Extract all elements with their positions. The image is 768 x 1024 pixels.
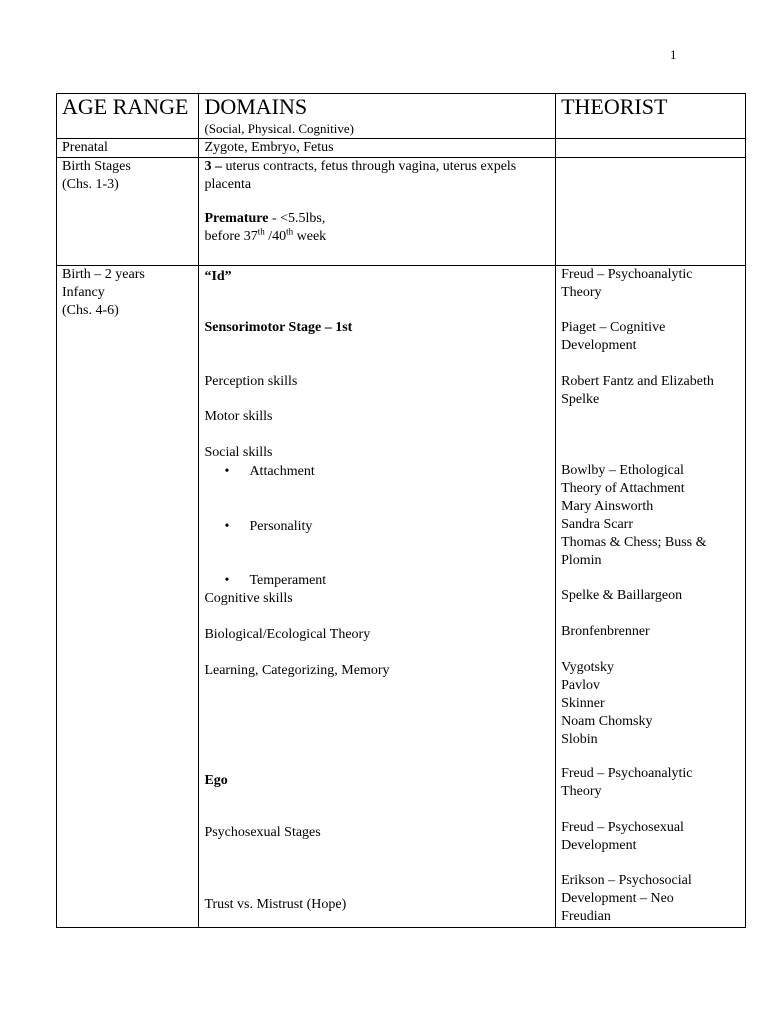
theorist-fantz-spelke xyxy=(561,373,747,409)
theorist-line: Slobin xyxy=(561,732,598,747)
infancy-domains-cell xyxy=(199,266,556,928)
theorist-line: Spelke xyxy=(561,392,600,407)
birth-stages-age-line1: Birth Stages xyxy=(62,159,131,174)
prenatal-domains: Zygote, Embryo, Fetus xyxy=(204,140,334,155)
theorist-line: Development xyxy=(561,838,637,853)
theorist-freud-psychoanalytic xyxy=(561,266,747,302)
header-theorist-cell xyxy=(556,94,746,139)
theorist-erikson xyxy=(561,872,747,926)
theorist-line: Thomas & Chess; Buss & xyxy=(561,535,707,550)
domain-id: “Id” xyxy=(204,269,232,284)
header-domains: DOMAINS xyxy=(204,94,308,119)
gestation-line xyxy=(204,228,549,246)
birth-stages-theorist-cell xyxy=(556,158,746,266)
premature-line xyxy=(204,210,549,228)
theorist-line: Mary Ainsworth xyxy=(561,499,654,514)
birth-stages-description xyxy=(204,158,549,194)
domain-bio-eco: Biological/Ecological Theory xyxy=(204,627,371,642)
prenatal-age-cell xyxy=(57,139,199,158)
theorist-line: Skinner xyxy=(561,696,605,711)
theorist-line: Freud – Psychosexual xyxy=(561,820,684,835)
theorist-freud-psychoanalytic-ego xyxy=(561,765,747,801)
theorist-line: Development xyxy=(561,338,637,353)
theorist-line: Sandra Scarr xyxy=(561,517,633,532)
development-table xyxy=(56,93,746,928)
birth-stages-domains-cell xyxy=(199,158,556,266)
domain-personality: • Personality xyxy=(204,518,549,536)
stages-text: uterus contracts, fetus through vagina, uterus expels placenta xyxy=(204,159,517,192)
gestation-sup-2: th xyxy=(286,226,294,237)
infancy-age-line1: Birth – 2 years xyxy=(62,267,145,282)
theorist-piaget xyxy=(561,319,747,355)
gestation-prefix: before 37 xyxy=(204,229,258,244)
theorist-line: Bowlby – Ethological xyxy=(561,463,684,478)
domain-learning: Learning, Categorizing, Memory xyxy=(204,663,390,678)
prenatal-domains-cell xyxy=(199,139,556,158)
premature-text: - <5.5lbs, xyxy=(268,211,326,226)
domain-psychosexual: Psychosexual Stages xyxy=(204,825,321,840)
infancy-age-line3: (Chs. 4-6) xyxy=(62,303,119,318)
gestation-sup-1: th xyxy=(257,226,265,237)
birth-stages-age-line2: (Chs. 1-3) xyxy=(62,177,119,192)
domain-social: Social skills xyxy=(204,445,273,460)
birth-stages-age-cell xyxy=(57,158,199,266)
domain-ego: Ego xyxy=(204,773,228,788)
theorist-line: Theory xyxy=(561,285,602,300)
theorist-line: Erikson – Psychosocial xyxy=(561,873,692,888)
page-number: 1 xyxy=(670,47,677,62)
theorist-line: Plomin xyxy=(561,553,602,568)
theorist-line: Development – Neo xyxy=(561,891,674,906)
theorist-freud-psychosexual xyxy=(561,819,747,855)
theorist-line: Freud – Psychoanalytic xyxy=(561,766,693,781)
theorist-line: Vygotsky xyxy=(561,660,614,675)
domain-perception: Perception skills xyxy=(204,374,298,389)
theorist-line: Pavlov xyxy=(561,678,600,693)
theorist-line: Theory xyxy=(561,784,602,799)
theorist-line: Theory of Attachment xyxy=(561,481,685,496)
header-age-range-cell xyxy=(57,94,199,139)
theorist-learning-group xyxy=(561,659,747,749)
theorist-spelke-baillargeon: Spelke & Baillargeon xyxy=(561,588,683,603)
prenatal-row xyxy=(57,139,746,158)
header-row xyxy=(57,94,746,139)
stages-number: 3 – xyxy=(204,159,222,174)
premature-label: Premature xyxy=(204,211,269,226)
domain-sensorimotor: Sensorimotor Stage – 1st xyxy=(204,320,353,335)
prenatal-age: Prenatal xyxy=(62,140,108,155)
theorist-line: Freud – Psychoanalytic xyxy=(561,267,693,282)
infancy-age-cell xyxy=(57,266,199,928)
header-theorist: THEORIST xyxy=(561,94,668,119)
theorist-line: Robert Fantz and Elizabeth xyxy=(561,374,714,389)
infancy-age-line2: Infancy xyxy=(62,285,105,300)
gestation-suffix: week xyxy=(293,229,327,244)
domain-attachment: • Attachment xyxy=(204,463,549,481)
domain-temperament: • Temperament xyxy=(204,572,549,590)
domain-cognitive: Cognitive skills xyxy=(204,591,293,606)
gestation-mid: /40 xyxy=(264,229,287,244)
header-age-range: AGE RANGE xyxy=(62,94,189,119)
infancy-row xyxy=(57,266,746,928)
domain-trust: Trust vs. Mistrust (Hope) xyxy=(204,897,347,912)
theorist-attachment-group xyxy=(561,462,747,570)
theorist-bronfenbrenner: Bronfenbrenner xyxy=(561,624,650,639)
header-domains-subtitle: (Social, Physical. Cognitive) xyxy=(204,121,354,136)
theorist-line: Piaget – Cognitive xyxy=(561,320,666,335)
birth-stages-row xyxy=(57,158,746,266)
infancy-theorist-cell xyxy=(556,266,746,928)
domain-motor: Motor skills xyxy=(204,409,273,424)
prenatal-theorist-cell xyxy=(556,139,746,158)
header-domains-cell xyxy=(199,94,556,139)
theorist-line: Noam Chomsky xyxy=(561,714,653,729)
theorist-line: Freudian xyxy=(561,909,611,924)
